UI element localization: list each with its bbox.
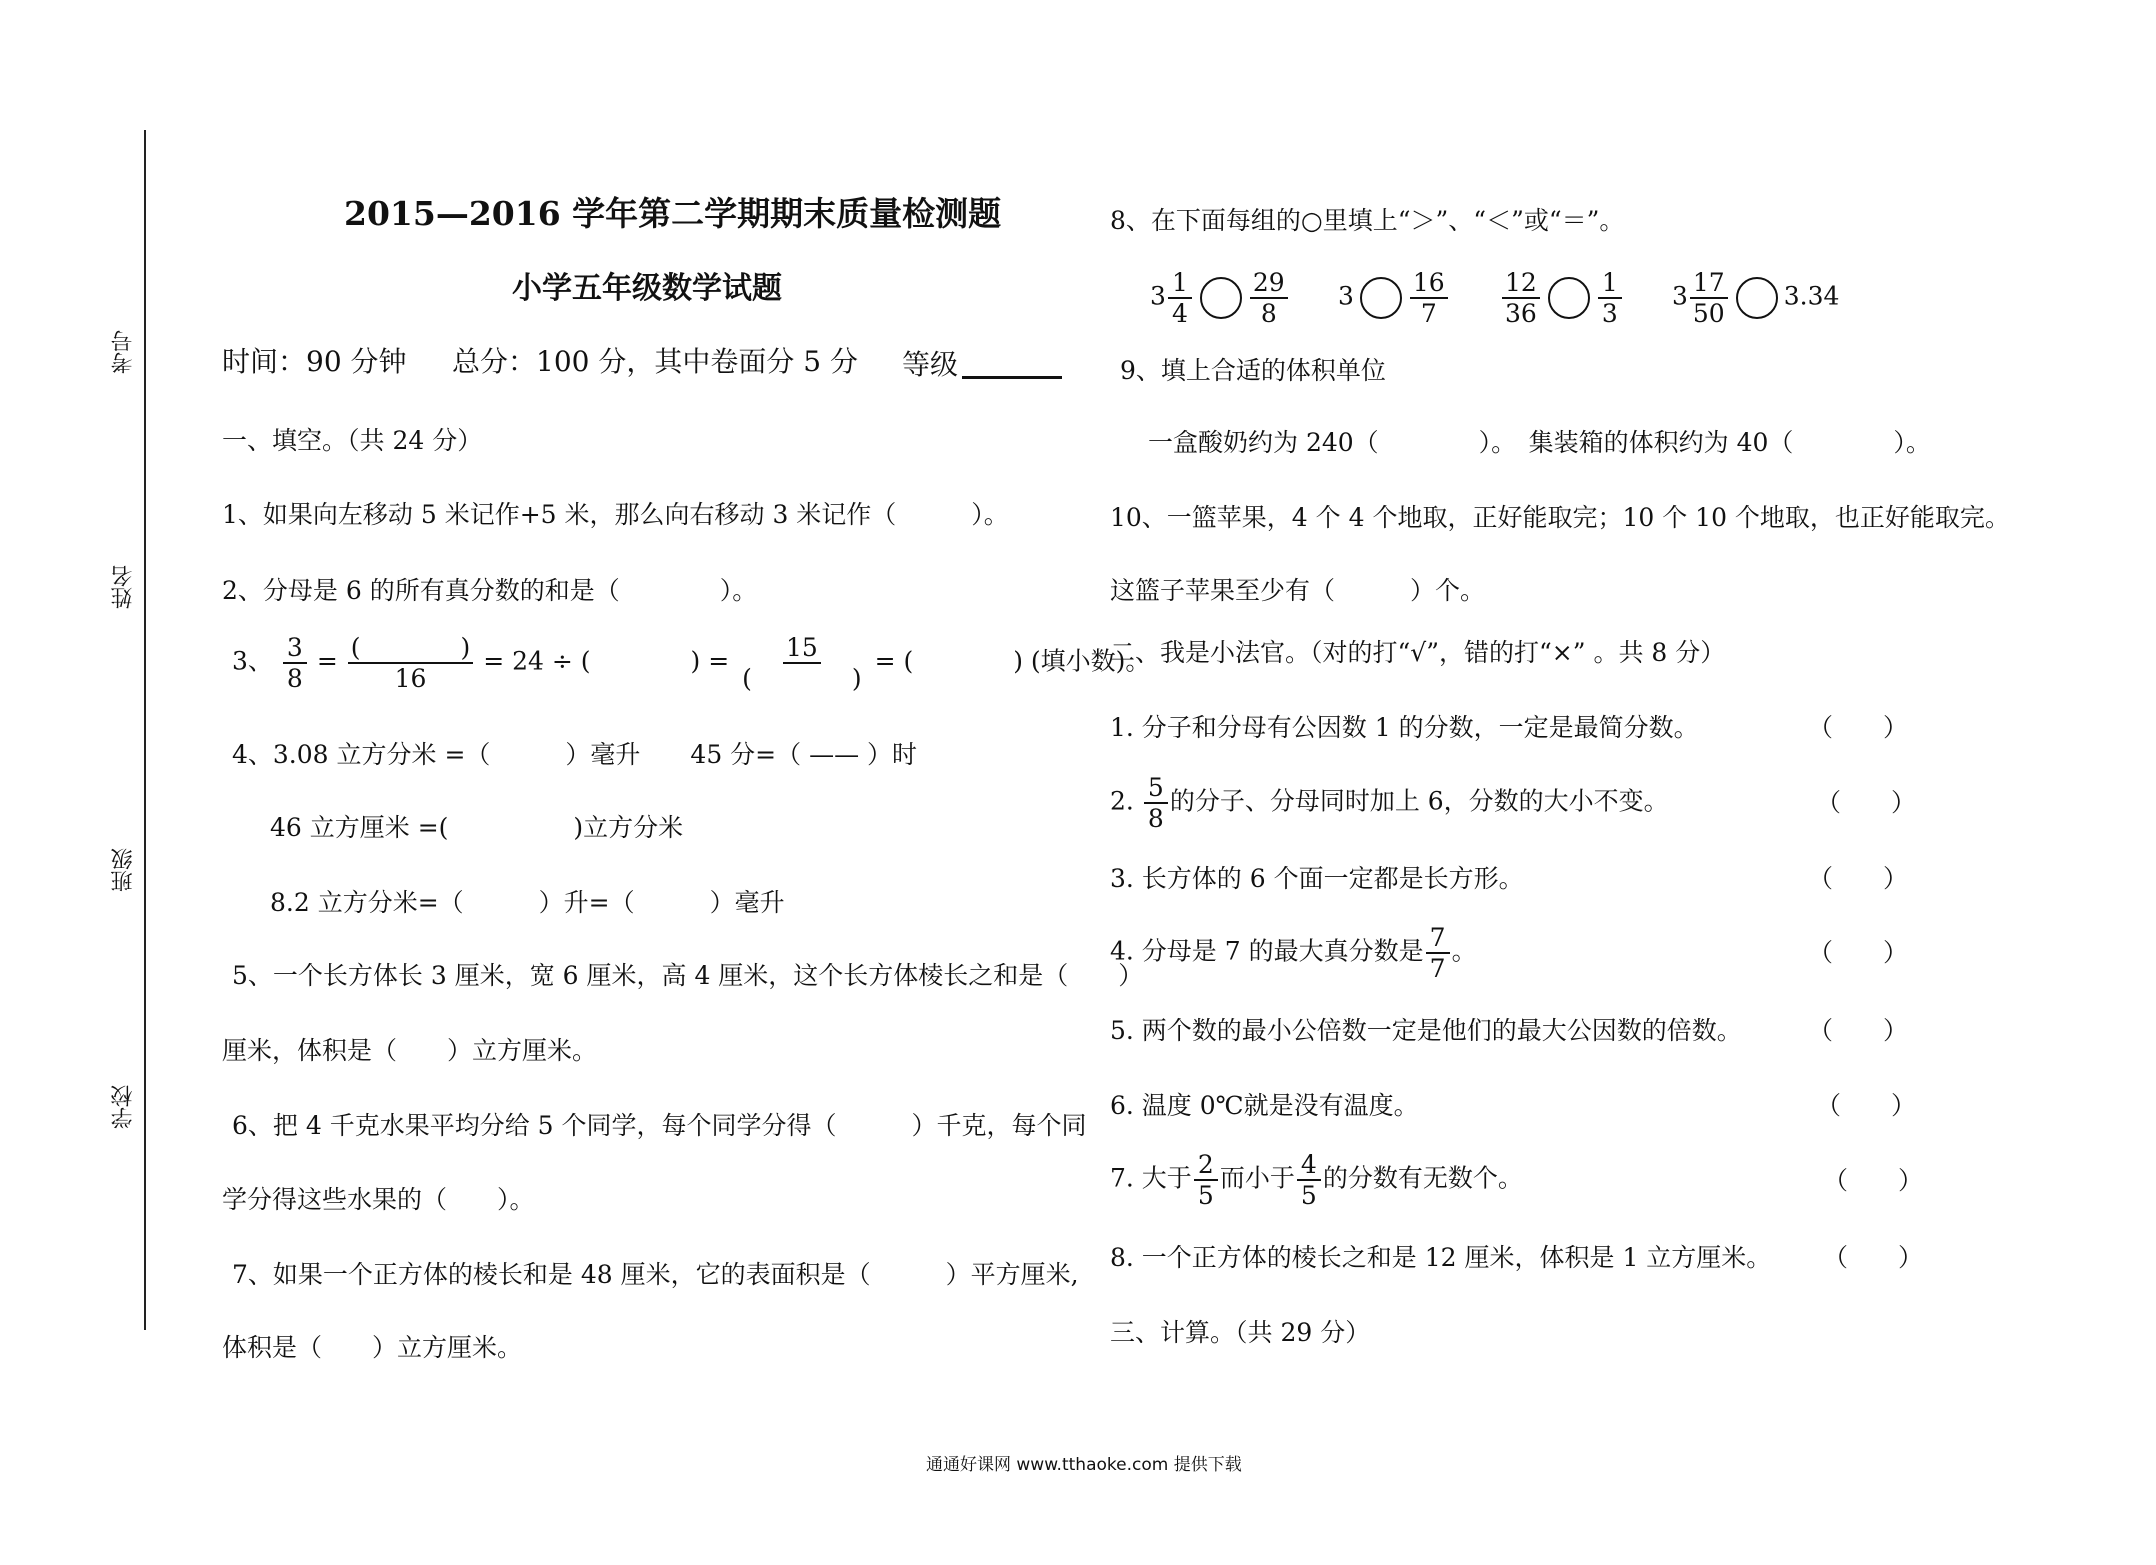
page-title: 2015—2016 学年第二学期期末质量检测题 [344, 194, 1002, 233]
judge-7: 7. 大于 $\frac{2}{5}$ 而小于 $\frac{4}{5}$ 的分数有无数个。 [1110, 1150, 1523, 1210]
footer-credit: 通通好课网 www.tthaoke.com 提供下载 [926, 1455, 1242, 1475]
judge-8-answer[interactable]: （ ） [1823, 1243, 1924, 1272]
judge-4: 4. 分母是 7 的最大真分数是 $\frac{7}{7}$ 。 [1110, 923, 1477, 983]
judge-6: 6. 温度 0℃就是没有温度。 [1110, 1091, 1419, 1120]
compare-circle-2[interactable] [1360, 277, 1402, 319]
question-3 [232, 635, 1150, 691]
q3-fraction-3: $\frac{15}{( )}$ [742, 633, 862, 693]
section-3-heading: 三、计算。（共 29 分） [1110, 1318, 1371, 1347]
question-7-line-1: 7、如果一个正方体的棱长和是 48 厘米，它的表面积是（ ）平方厘米, [232, 1260, 1079, 1289]
judge-3: 3. 长方体的 6 个面一定都是长方形。 [1110, 864, 1524, 893]
grade-info [902, 348, 1062, 379]
compare-circle-3[interactable] [1548, 277, 1590, 319]
exam-number-label: 考号 [111, 330, 136, 374]
q3-middle: = 24 ÷ ( ) = [483, 646, 730, 676]
judge-1: 1. 分子和分母有公因数 1 的分数，一定是最简分数。 [1110, 713, 1699, 742]
compare-3: $\frac{12}{36}$ $\frac{1}{3}$ [1500, 270, 1624, 326]
question-6-line-1: 6、把 4 千克水果平均分给 5 个同学，每个同学分得（ ）千克，每个同 [232, 1111, 1087, 1140]
q3-fraction-1: $\frac{3}{8}$ [283, 635, 307, 691]
question-5-line-1: 5、一个长方体长 3 厘米，宽 6 厘米，高 4 厘米，这个长方体棱长之和是（ ） [232, 961, 1144, 990]
judge-4-answer[interactable]: （ ） [1808, 938, 1909, 967]
q3-prefix: 3、 [232, 646, 273, 676]
question-4b: 46 立方厘米 =( )立方分米 [270, 813, 684, 842]
judge-6-answer[interactable]: （ ） [1816, 1091, 1917, 1120]
question-10-line-2: 这篮子苹果至少有（ ）个。 [1110, 576, 1486, 605]
question-10-line-1: 10、一篮苹果，4 个 4 个地取，正好能取完；10 个 10 个地取，也正好能取完。 [1110, 503, 2010, 532]
judge-7-answer[interactable]: （ ） [1823, 1166, 1924, 1195]
binding-line [144, 130, 146, 1330]
judge-5-answer[interactable]: （ ） [1808, 1016, 1909, 1045]
question-1: 1、如果向左移动 5 米记作+5 米，那么向右移动 3 米记作（ ）。 [222, 500, 1009, 529]
time-info: 时间：90 分钟 [222, 345, 407, 378]
question-5-line-2: 厘米，体积是（ ）立方厘米。 [222, 1036, 598, 1065]
question-9: 9、填上合适的体积单位 [1120, 356, 1386, 385]
judge-2-answer[interactable]: （ ） [1816, 788, 1917, 817]
section-2-heading: 二、我是小法官。（对的打“√”，错的打“×” 。共 8 分） [1110, 638, 1726, 667]
judge-5: 5. 两个数的最小公倍数一定是他们的最大公因数的倍数。 [1110, 1016, 1742, 1045]
grade-blank[interactable] [962, 348, 1062, 379]
judge-3-answer[interactable]: （ ） [1808, 864, 1909, 893]
q3-equals: = [316, 646, 338, 676]
school-label: 学校 [111, 1085, 136, 1129]
question-6-line-2: 学分得这些水果的（ ）。 [222, 1185, 535, 1214]
compare-2: 3 $\frac{16}{7}$ [1338, 270, 1450, 326]
q3-fraction-2: $\frac{( )}{16}$ [348, 635, 474, 691]
name-label: 姓名 [111, 565, 136, 609]
judge-2: 2. $\frac{5}{8}$ 的分子、分母同时加上 6，分数的大小不变。 [1110, 773, 1669, 833]
judge-8: 8. 一个正方体的棱长之和是 12 厘米，体积是 1 立方厘米。 [1110, 1243, 1772, 1272]
compare-1: 3 $\frac{1}{4}$ $\frac{29}{8}$ [1150, 270, 1290, 326]
compare-circle-1[interactable] [1200, 277, 1242, 319]
question-8: 8、在下面每组的○里填上“＞”、“＜”或“＝”。 [1110, 206, 1625, 235]
score-info: 总分：100 分，其中卷面分 5 分 [452, 345, 858, 378]
compare-4: 3 $\frac{17}{50}$ 3.34 [1672, 268, 1840, 328]
question-2: 2、分母是 6 的所有真分数的和是（ ）。 [222, 576, 758, 605]
section-1-heading: 一、填空。（共 24 分） [222, 426, 483, 455]
page-subtitle: 小学五年级数学试题 [512, 271, 782, 306]
class-label: 班级 [111, 848, 136, 892]
question-7-line-2: 体积是（ ）立方厘米。 [222, 1333, 523, 1362]
question-9-line-2: 一盒酸奶约为 240（ ）。 集装箱的体积约为 40（ ）。 [1148, 428, 1931, 457]
question-4c: 8.2 立方分米=（ ）升=（ ）毫升 [270, 888, 785, 917]
question-4a: 4、3.08 立方分米 =（ ）毫升 45 分=（ —— ）时 [232, 740, 918, 769]
grade-label: 等级 [902, 348, 959, 381]
judge-1-answer[interactable]: （ ） [1808, 713, 1909, 742]
compare-circle-4[interactable] [1736, 277, 1778, 319]
q3-tail: = ( ) (填小数)。 [874, 646, 1151, 676]
